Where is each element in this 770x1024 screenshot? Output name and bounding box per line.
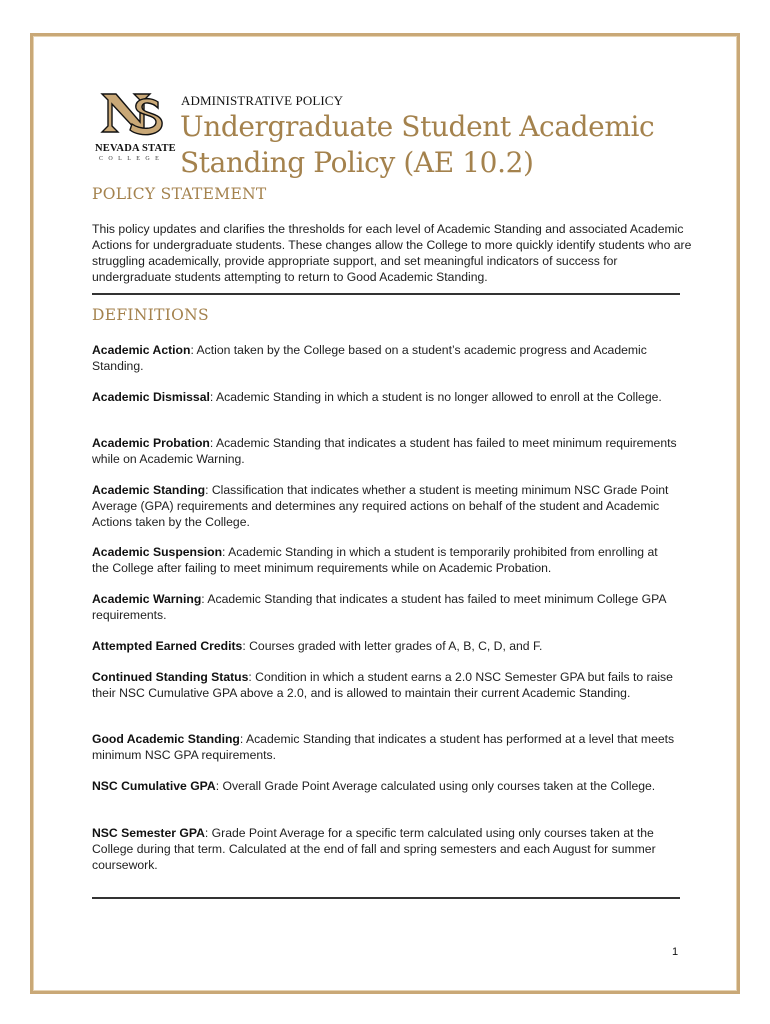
document-type-label: ADMINISTRATIVE POLICY: [181, 93, 344, 108]
definition-text: : Action taken by the College based on a student’s academic progress and Academic Standing.: [92, 343, 647, 373]
policy-statement-body: This policy updates and clarifies the thresholds for each level of Academic Standing and associated Academic Actions for undergraduate students. These changes allow the College to more quickly identify students who are struggling academically, provide appropriate support, and set meaningful indicators of success for undergraduate students attempting to return to Good Academic Standing.: [92, 222, 692, 284]
definition-item: [92, 669, 677, 701]
definition-text: : Overall Grade Point Average calculated using only courses taken at the College.: [215, 779, 656, 793]
definition-item: [92, 482, 677, 530]
footer-divider: [92, 897, 680, 899]
page-title: Undergraduate Student Academic Standing Policy (AE 10.2): [180, 110, 655, 179]
definition-text: : Academic Standing that indicates a student has failed to meet minimum College GPA requirements.: [92, 592, 666, 622]
page-number: 1: [672, 946, 679, 958]
definition-item: [92, 825, 677, 873]
definition-term: Good Academic Standing: [92, 732, 240, 746]
definition-text: : Academic Standing that indicates a student has performed at a level that meets minimum NSC GPA requirements.: [92, 732, 675, 762]
definition-item: [92, 638, 677, 654]
logo-subname: COLLEGE: [99, 156, 165, 162]
definition-term: NSC Cumulative GPA: [92, 779, 216, 793]
definition-term: Continued Standing Status: [92, 670, 249, 684]
definition-term: Academic Suspension: [92, 545, 223, 559]
definition-item: [92, 544, 677, 576]
definition-text: : Academic Standing that indicates a student has failed to meet minimum requirements while on Academic Warning.: [92, 436, 677, 466]
logo-name: NEVADA STATE: [95, 143, 176, 154]
definition-item: [92, 778, 677, 794]
section-divider: [92, 293, 680, 295]
policy-statement-heading: POLICY STATEMENT: [92, 185, 267, 203]
definition-term: Attempted Earned Credits: [92, 639, 243, 653]
definition-item: [92, 731, 677, 763]
definition-term: Academic Warning: [92, 592, 202, 606]
definitions-heading: DEFINITIONS: [92, 306, 209, 324]
definition-term: Academic Dismissal: [92, 390, 210, 404]
definition-item: [92, 591, 677, 623]
definition-item: [92, 435, 677, 467]
definition-text: : Grade Point Average for a specific term calculated using only courses taken at the College during that term. Calculated at the end of fall and spring semesters and each August for summer coursework.: [92, 826, 656, 872]
definition-text: : Condition in which a student earns a 2.0 NSC Semester GPA but fails to raise their NSC Cumulative GPA above a 2.0, and is allowed to maintain their current Academic Standing.: [92, 670, 673, 700]
definition-term: Academic Standing: [92, 483, 206, 497]
definition-item: [92, 342, 677, 374]
definition-term: Academic Probation: [92, 436, 210, 450]
definition-term: NSC Semester GPA: [92, 826, 205, 840]
definition-text: : Academic Standing in which a student is temporarily prohibited from enrolling at the College after failing to meet minimum requirements while on Academic Probation.: [92, 545, 658, 575]
definition-text: : Courses graded with letter grades of A, B, C, D, and F.: [242, 639, 543, 653]
definition-item: [92, 389, 677, 405]
definition-term: Academic Action: [92, 343, 191, 357]
definition-text: : Classification that indicates whether a student is meeting minimum NSC Grade Point Average (GPA) requirements and determines any required actions on behalf of the student and Academic Actions taken by the College.: [92, 483, 669, 529]
definition-text: : Academic Standing in which a student is no longer allowed to enroll at the College.: [209, 390, 662, 404]
